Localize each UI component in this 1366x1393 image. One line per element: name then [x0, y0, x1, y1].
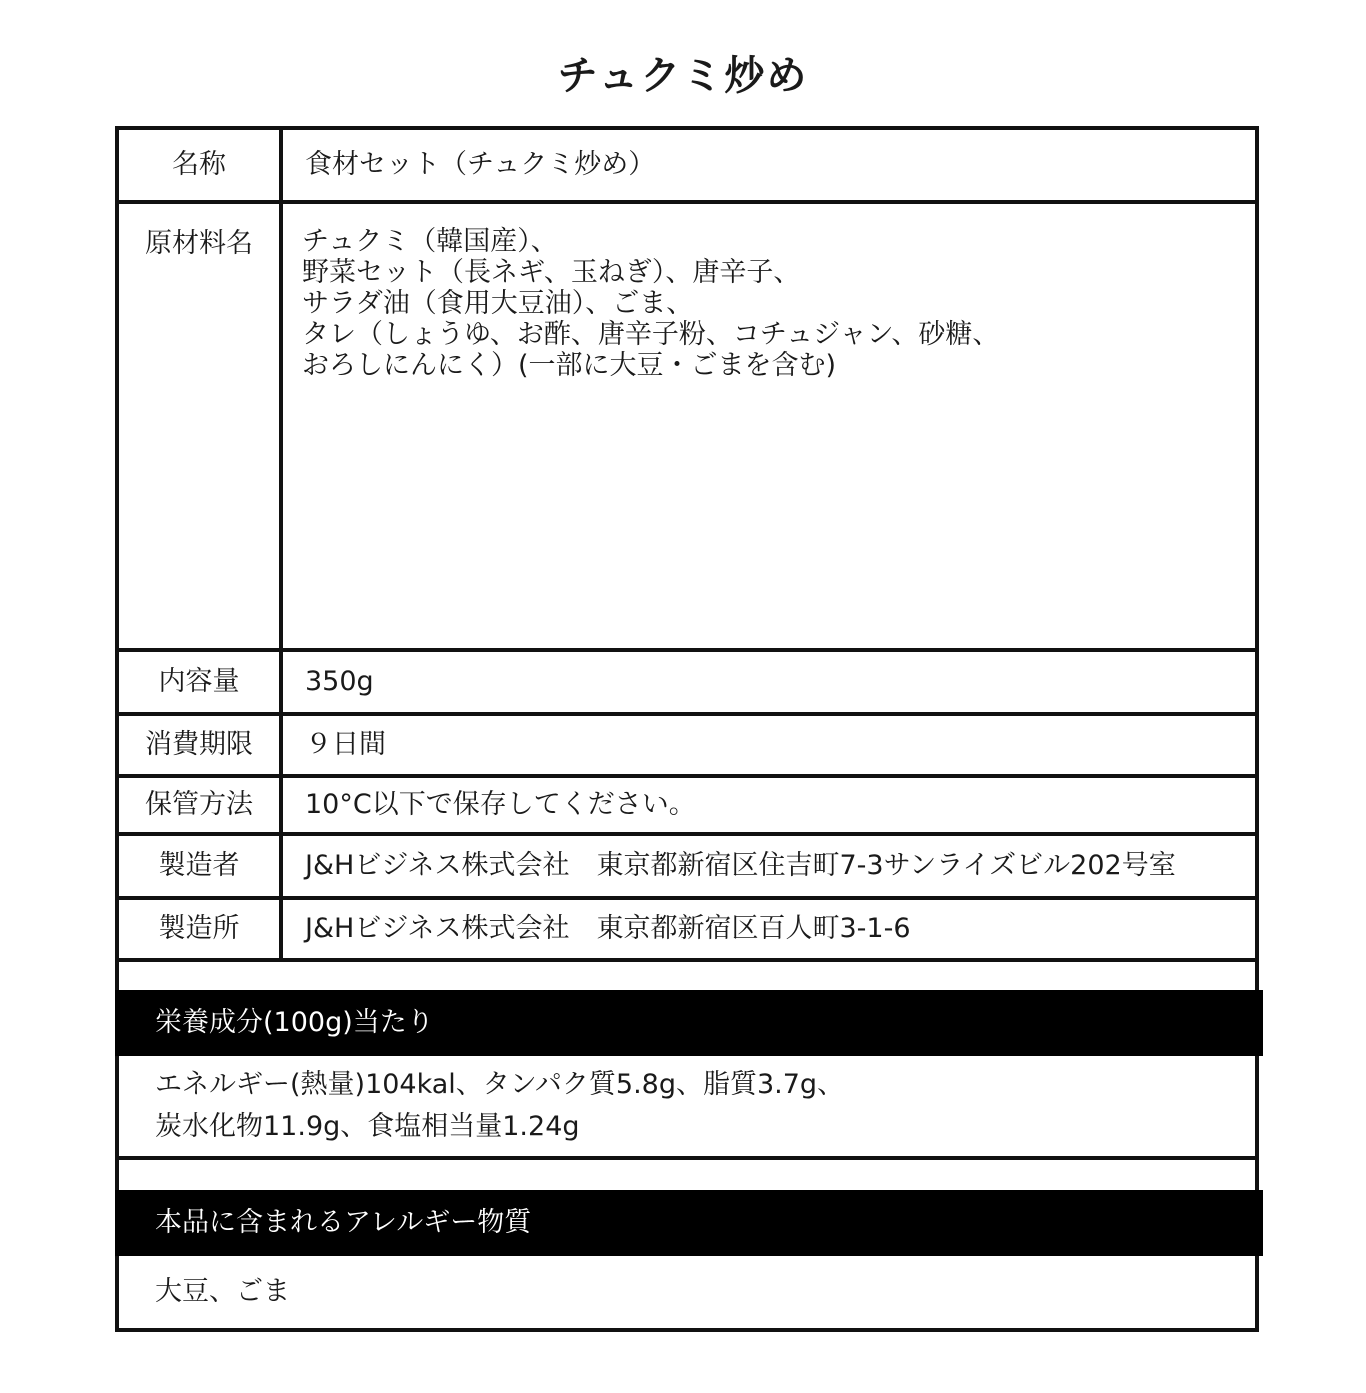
storage-key: 保管方法: [117, 776, 281, 834]
nutrition-line: エネルギー(熱量)104kal、タンパク質5.8g、脂質3.7g、: [155, 1069, 845, 1100]
plant-value: J&Hビジネス株式会社 東京都新宿区百人町3-1-6: [281, 898, 1257, 960]
content-value: 350g: [281, 650, 1257, 714]
row-content-amount: [117, 650, 1257, 714]
ingredients-key: 原材料名: [117, 202, 281, 650]
allergen-value: 大豆、ごま: [155, 1276, 290, 1307]
row-expiry: [117, 714, 1257, 776]
nutrition-line: 炭水化物11.9g、食塩相当量1.24g: [155, 1111, 580, 1142]
ingredients-line: タレ（しょうゆ、お酢、唐辛子粉、コチュジャン、砂糖、: [302, 319, 1000, 350]
nutrition-section: [115, 956, 1259, 1160]
name-value: 食材セット（チュクミ炒め）: [281, 128, 1257, 202]
nutrition-header: 栄養成分(100g)当たり: [115, 990, 1263, 1056]
ingredients-line: チュクミ（韓国産）、: [302, 226, 558, 257]
food-label-table: [115, 126, 1259, 962]
page-title: チュクミ炒め: [557, 53, 809, 99]
storage-value: 10°C以下で保存してください。: [281, 776, 1257, 834]
manufacturer-key: 製造者: [117, 834, 281, 898]
ingredients-line: サラダ油（食用大豆油）、ごま、: [302, 288, 694, 319]
name-key: 名称: [117, 128, 281, 202]
manufacturer-value: J&Hビジネス株式会社 東京都新宿区住吉町7-3サンライズビル202号室: [281, 834, 1257, 898]
expiry-value: ９日間: [281, 714, 1257, 776]
nutrition-body: [155, 1064, 844, 1148]
ingredients-line: おろしにんにく）(一部に大豆・ごまを含む): [302, 350, 837, 381]
allergen-section: [115, 1158, 1259, 1332]
expiry-key: 消費期限: [117, 714, 281, 776]
row-ingredients: [117, 202, 1257, 650]
allergen-header: 本品に含まれるアレルギー物質: [115, 1190, 1263, 1256]
row-plant: [117, 898, 1257, 960]
row-name: [117, 128, 1257, 202]
content-key: 内容量: [117, 650, 281, 714]
ingredients-line: 野菜セット（長ネギ、玉ねぎ）、唐辛子、: [302, 257, 801, 288]
ingredients-value: [281, 202, 1257, 650]
row-manufacturer: [117, 834, 1257, 898]
plant-key: 製造所: [117, 898, 281, 960]
row-storage: [117, 776, 1257, 834]
